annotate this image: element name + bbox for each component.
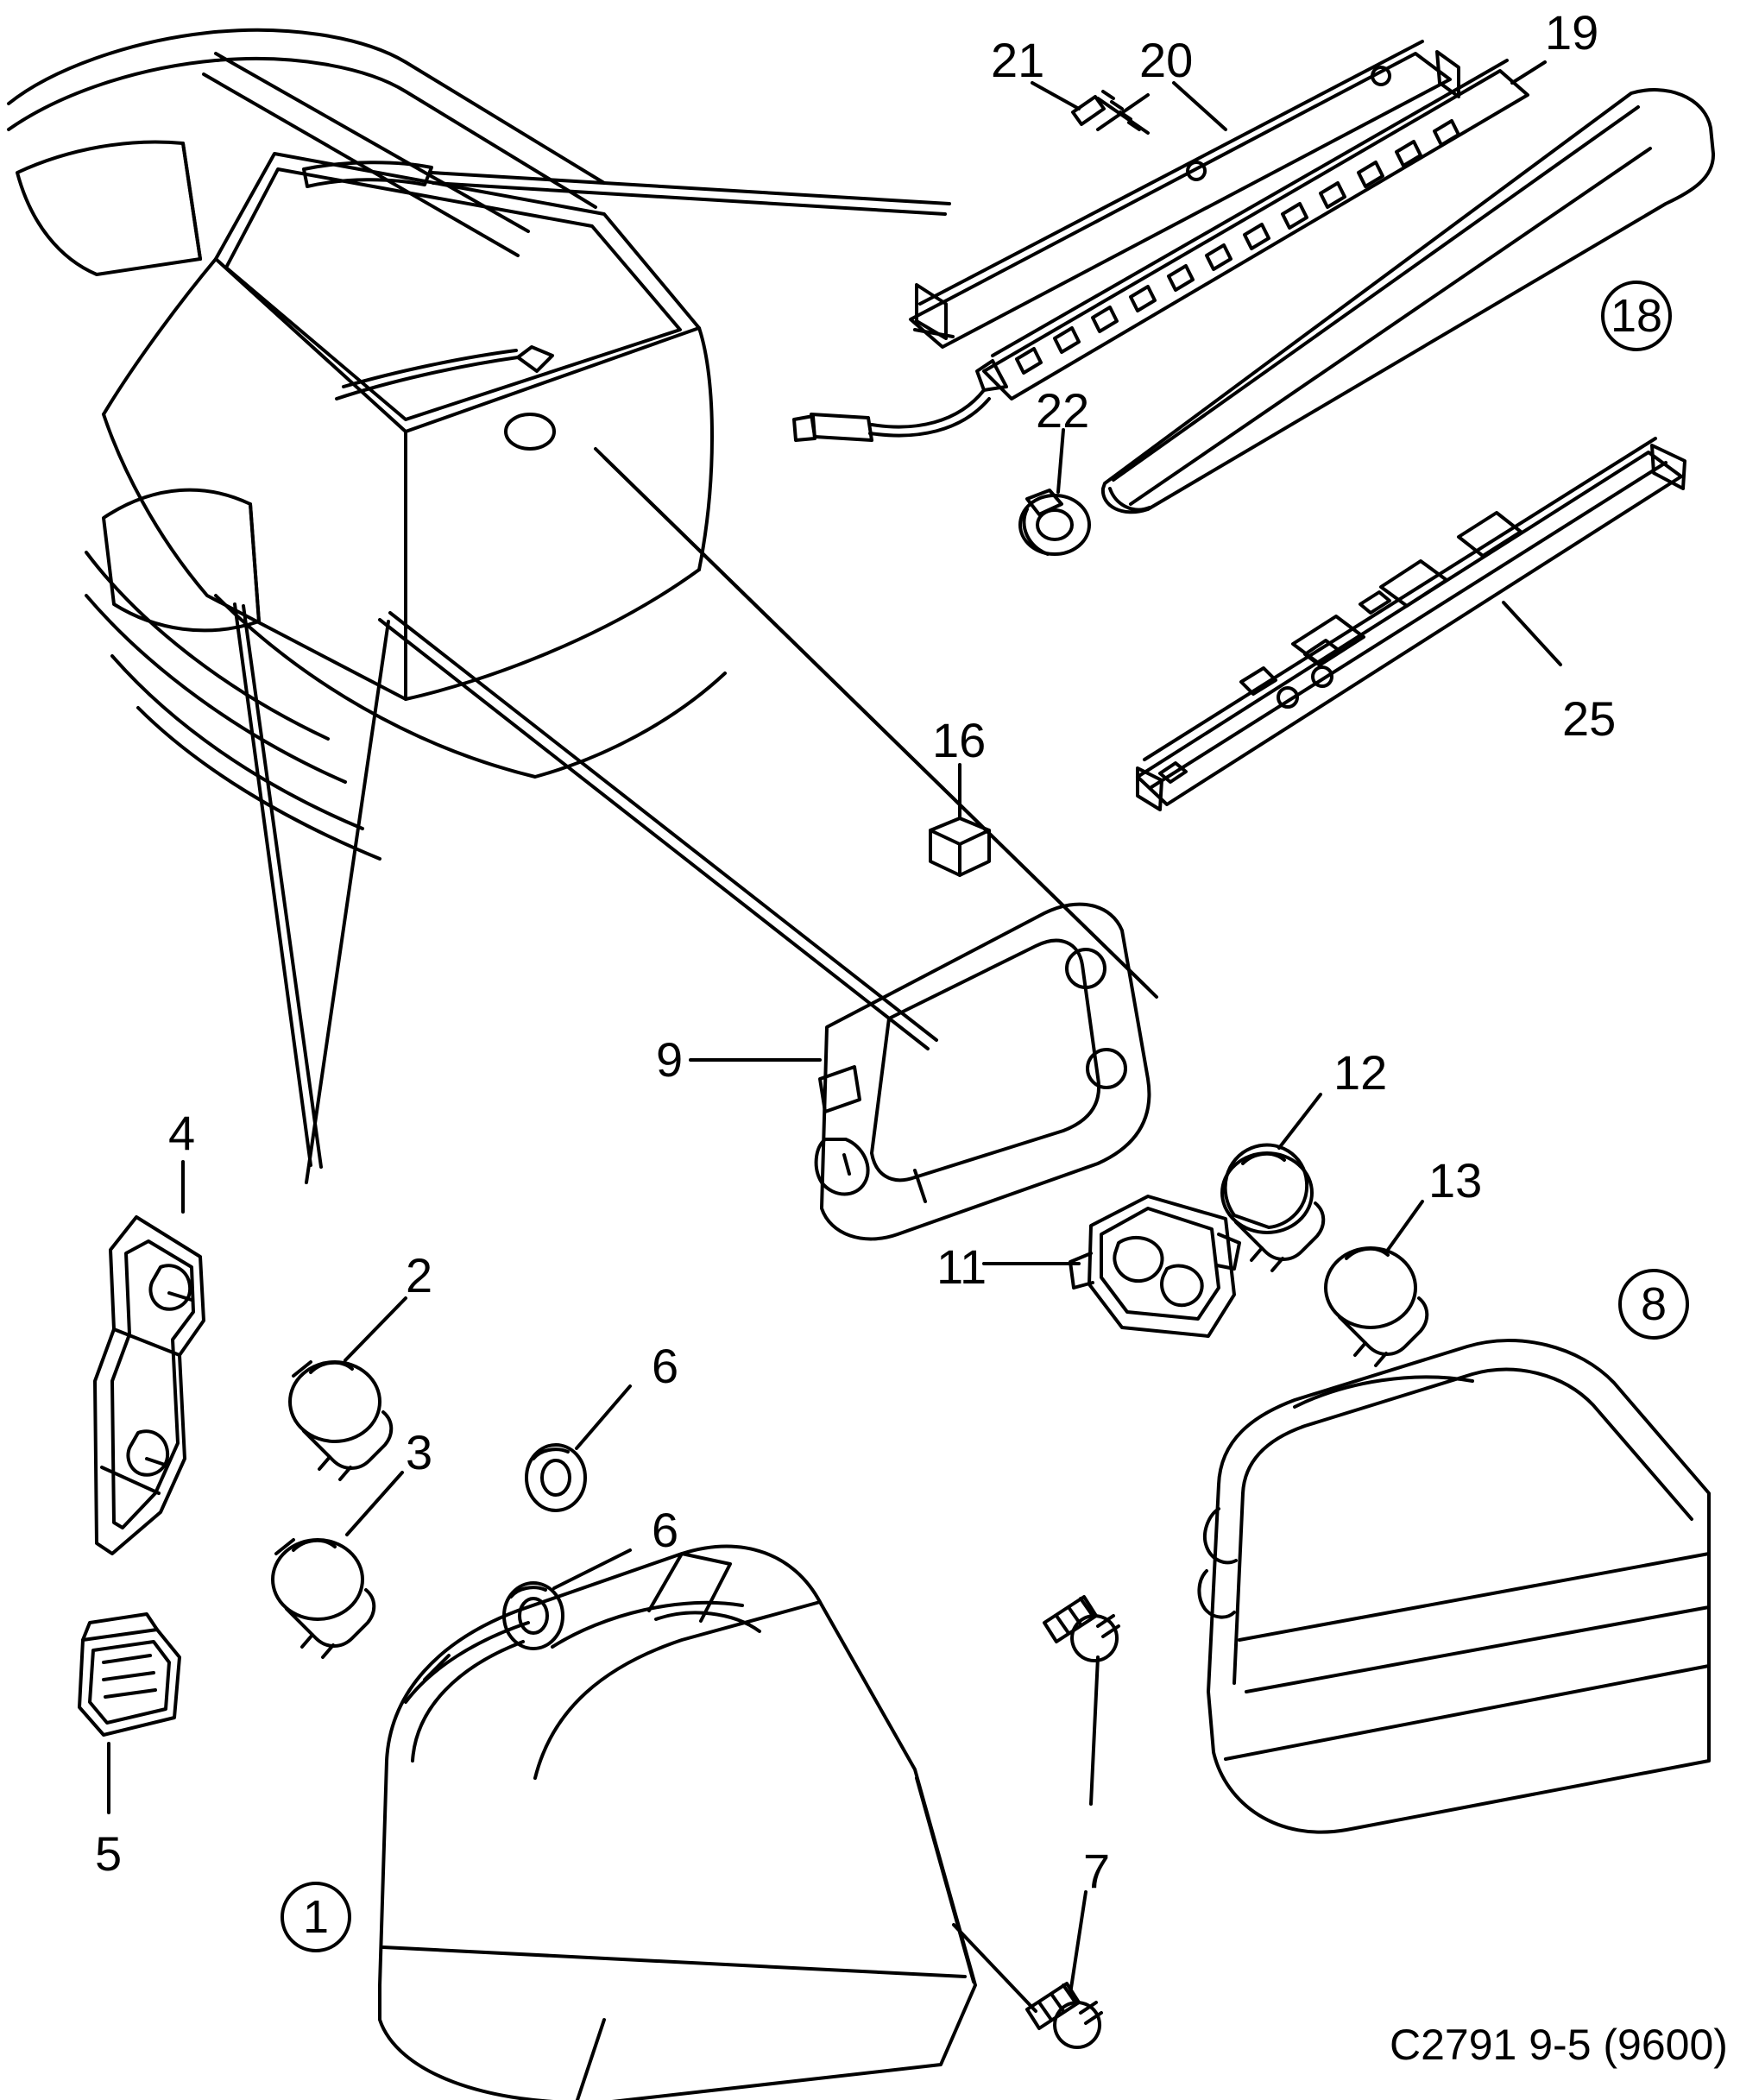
part-25-carrier — [1138, 438, 1685, 810]
callout-3: 3 — [406, 1425, 433, 1479]
number-leaders — [109, 62, 1560, 1813]
car-rear-outline — [9, 30, 725, 859]
part-13-bulb — [1326, 1248, 1427, 1365]
part-22-grommet — [1020, 490, 1089, 554]
part-5-connector — [79, 1614, 180, 1735]
part-4-bulb-carrier — [95, 1217, 204, 1554]
part-16-nut — [930, 818, 989, 875]
callout-12: 12 — [1333, 1045, 1388, 1100]
callout-11: 11 — [936, 1239, 987, 1294]
callout-4: 4 — [168, 1106, 196, 1160]
part-2-bulb — [290, 1362, 391, 1479]
plate-code: C2791 9-5 (9600) — [1390, 2021, 1728, 2069]
callout-25: 25 — [1562, 691, 1617, 746]
part-8-inner-lamp — [1199, 1340, 1709, 1832]
part-9-gasket — [816, 905, 1150, 1239]
callout-19: 19 — [1545, 5, 1599, 60]
callout-13: 13 — [1428, 1153, 1483, 1208]
callout-7: 7 — [1083, 1844, 1111, 1898]
callout-16: 16 — [932, 713, 987, 767]
callout-5: 5 — [95, 1826, 123, 1881]
part-20-lamp-strip — [911, 41, 1459, 347]
callout-18-circled: 18 — [1601, 281, 1672, 351]
part-6-seals — [504, 1445, 585, 1649]
callout-9: 9 — [656, 1032, 684, 1087]
callout-2: 2 — [406, 1248, 433, 1302]
callout-22: 22 — [1036, 383, 1090, 438]
part-3-bulb — [273, 1540, 374, 1657]
part-7-screws — [954, 1597, 1119, 2047]
callout-20: 20 — [1139, 33, 1194, 87]
callout-8-circled: 8 — [1618, 1269, 1689, 1340]
callout-6-lower: 6 — [652, 1503, 679, 1557]
callout-6-upper: 6 — [652, 1339, 679, 1393]
part-1-outer-lamp — [380, 1547, 975, 2100]
part-21-screw — [1073, 91, 1148, 133]
part-11-bulb-holder — [1070, 1196, 1239, 1336]
callout-21: 21 — [991, 33, 1045, 87]
callout-1-circled: 1 — [281, 1882, 351, 1952]
